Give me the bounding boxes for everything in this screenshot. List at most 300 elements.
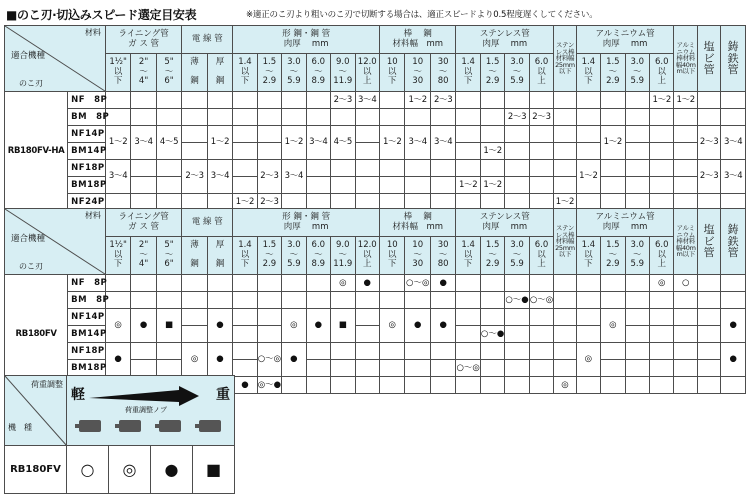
speed-cell: ●: [430, 275, 455, 292]
header-text: 1.4: [461, 56, 475, 67]
speed-table-rb180fv-ha: [4, 25, 746, 211]
speed-cell: [554, 309, 576, 326]
speed-cell: [480, 309, 504, 326]
header-text: 〜: [608, 66, 618, 77]
speed-cell: [576, 143, 600, 160]
speed-cell: [430, 292, 455, 309]
selection-note: ※適正のこ刃より粗いのこ刃で切断する場合は、適正スピードより0.5程度遅くしてください。: [246, 10, 598, 20]
speed-cell: ●: [207, 309, 232, 343]
header-text: 〜: [488, 249, 497, 260]
speed-cell: [233, 109, 257, 126]
speed-cell: ●: [721, 309, 746, 343]
header-text: 1.4: [581, 239, 596, 250]
range-header: [480, 54, 504, 92]
range-header: [480, 237, 504, 275]
speed-cell: [405, 292, 430, 309]
speed-cell: [529, 177, 553, 194]
table-row: [5, 92, 746, 109]
header-text: 4": [138, 259, 149, 270]
speed-cell: [554, 275, 576, 292]
speed-cell: [380, 109, 405, 126]
header-text: 以: [584, 66, 593, 77]
header-text: 10: [386, 56, 398, 67]
speed-cell: [650, 126, 674, 143]
speed-cell: [601, 360, 625, 377]
speed-cell: [331, 360, 355, 377]
range-header: [233, 237, 257, 275]
speed-cell: [355, 109, 380, 126]
header-text: 上: [363, 76, 372, 87]
group-subtitle: ガ ス 管: [128, 221, 160, 232]
speed-cell: [233, 309, 257, 326]
speed-cell: [480, 292, 504, 309]
speed-cell: [456, 126, 480, 143]
speed-cell: 4〜5: [331, 126, 355, 160]
speed-cell: [674, 377, 697, 394]
range-header: [257, 237, 281, 275]
speed-cell: [306, 292, 330, 309]
header-text: 以: [463, 66, 473, 77]
speed-cell: [355, 126, 380, 143]
header-text: 1½": [109, 239, 127, 250]
header-text: 3.0: [630, 56, 645, 67]
speed-cell: [625, 343, 649, 360]
header-text: 〜: [488, 66, 497, 77]
speed-cell: [650, 292, 674, 309]
range-header: [576, 237, 600, 275]
speed-cell: [480, 126, 504, 143]
speed-cell: ◎: [601, 309, 625, 343]
speed-cell: [156, 109, 181, 126]
speed-cell: [697, 275, 720, 292]
header-text: 薄: [190, 239, 199, 250]
header-text: ビ: [703, 234, 715, 248]
blade-name: BM18P: [68, 177, 106, 194]
speed-cell: [306, 275, 330, 292]
speed-cell: [721, 109, 746, 126]
group-stainless-pipe: [456, 26, 554, 54]
header-text: 1.5: [606, 239, 620, 250]
group-subtitle: 肉厚 mm: [602, 38, 648, 49]
header-text: 1½": [109, 56, 127, 67]
range-header: [405, 237, 430, 275]
speed-cell: 2〜3: [505, 109, 529, 126]
speed-cell: [601, 275, 625, 292]
header-text: 〜: [512, 66, 522, 77]
speed-cell: ●: [105, 343, 130, 377]
speed-cell: [257, 275, 281, 292]
header-text: 〜: [338, 249, 348, 260]
blade-name: NF18P: [68, 160, 106, 177]
header-text: 上: [537, 259, 546, 270]
speed-cell: [207, 275, 232, 292]
speed-cell: [156, 360, 181, 377]
header-text: 3.0: [287, 239, 301, 250]
model-name: RB180FV-HA: [5, 92, 68, 211]
header-text: 5": [164, 56, 174, 67]
speed-cell: [650, 309, 674, 326]
speed-cell: [697, 109, 720, 126]
range-header: [207, 237, 232, 275]
table-row: [5, 109, 746, 126]
speed-cell: [505, 326, 529, 343]
speed-cell: ◎: [331, 275, 355, 292]
speed-cell: [282, 377, 306, 394]
speed-cell: ●: [306, 309, 330, 343]
speed-cell: [456, 292, 480, 309]
speed-cell: [505, 177, 529, 194]
range-header: [331, 237, 355, 275]
speed-cell: [105, 275, 130, 292]
speed-cell: [131, 92, 156, 109]
speed-cell: [306, 109, 330, 126]
range-header: [355, 237, 380, 275]
speed-cell: [505, 377, 529, 394]
speed-cell: [529, 143, 553, 160]
speed-cell: [207, 292, 232, 309]
header-text: 4": [138, 76, 149, 87]
speed-cell: [257, 126, 281, 143]
speed-cell: [282, 275, 306, 292]
group-aluminium-pipe: [576, 26, 674, 54]
header-text: 以: [113, 249, 123, 260]
header-text: 〜: [139, 66, 148, 77]
blade-label: のこ刃: [19, 78, 43, 88]
header-text: 30: [412, 259, 424, 270]
header-text: 30: [412, 76, 424, 87]
speed-cell: [233, 292, 257, 309]
group-subtitle: ガ ス 管: [128, 38, 160, 49]
header-text: 2.9: [606, 76, 620, 87]
speed-cell: [306, 177, 330, 194]
group-aluminium-bar: アルミニウム棒材料幅40mm以下: [674, 26, 697, 92]
speed-cell: [430, 360, 455, 377]
speed-cell: [456, 275, 480, 292]
range-header: [380, 54, 405, 92]
speed-cell: [233, 343, 257, 360]
speed-cell: [257, 292, 281, 309]
range-header: [650, 54, 674, 92]
header-text: 〜: [289, 66, 299, 77]
speed-cell: [456, 109, 480, 126]
header-text: 以: [240, 66, 250, 77]
speed-cell: [529, 275, 553, 292]
speed-cell: [105, 92, 130, 109]
header-text: 〜: [265, 249, 274, 260]
speed-cell: [233, 160, 257, 177]
header-text: 1.5: [606, 56, 620, 67]
speed-cell: 1〜2: [282, 126, 306, 160]
speed-cell: [480, 109, 504, 126]
speed-cell: [721, 292, 746, 309]
speed-cell: [282, 109, 306, 126]
speed-cell: [405, 377, 430, 394]
header-text: 80: [437, 76, 449, 87]
speed-cell: [182, 143, 207, 160]
model-name: RB180FV: [5, 275, 68, 394]
speed-cell: [207, 109, 232, 126]
range-header: [576, 54, 600, 92]
speed-cell: [554, 143, 576, 160]
speed-cell: [650, 326, 674, 343]
speed-cell: [257, 326, 281, 343]
speed-cell: [380, 275, 405, 292]
header-text: 1.5: [262, 56, 277, 67]
speed-cell: 2〜3: [257, 194, 281, 211]
speed-cell: [131, 343, 156, 360]
legend-arrow-cell: [67, 376, 235, 446]
header-text: 下: [463, 76, 473, 87]
blade-name: BM 8P: [68, 292, 106, 309]
speed-cell: [182, 109, 207, 126]
speed-cell: [131, 275, 156, 292]
header-text: 1.5: [485, 239, 500, 250]
speed-cell: [131, 292, 156, 309]
speed-cell: ●: [207, 343, 232, 377]
speed-cell: [576, 126, 600, 143]
speed-cell: [697, 343, 720, 360]
header-text: 以: [537, 66, 546, 77]
speed-table-rb180fv: [4, 208, 746, 394]
legend-header-diag: [5, 376, 67, 446]
speed-cell: 3〜4: [721, 126, 746, 160]
page-title: ■のこ刃·切込みスピード選定目安表: [6, 8, 197, 22]
speed-cell: [480, 377, 504, 394]
header-text: 下: [463, 259, 473, 270]
range-header: [131, 54, 156, 92]
group-title: 棒 鋼: [403, 29, 432, 40]
speed-cell: [331, 160, 355, 177]
speed-cell: [554, 326, 576, 343]
header-text: 塩: [703, 223, 715, 237]
header-text: 5.9: [287, 259, 301, 270]
header-text: 9.0: [336, 56, 350, 67]
header-text: 鋼: [190, 259, 199, 270]
table-row: [5, 160, 746, 177]
header-text: 〜: [314, 66, 323, 77]
speed-cell: [380, 360, 405, 377]
speed-cell: [430, 109, 455, 126]
speed-cell: [233, 326, 257, 343]
group-title: 棒 鋼: [403, 212, 432, 223]
group-aluminium-pipe: [576, 209, 674, 237]
speed-cell: [650, 177, 674, 194]
speed-cell: [355, 326, 380, 343]
header-text: 鋼: [215, 259, 225, 270]
speed-cell: [721, 377, 746, 394]
legend-load-adjust-label: 荷重調整: [31, 380, 63, 389]
speed-cell: [601, 92, 625, 109]
header-text: 〜: [512, 249, 522, 260]
legend-model: RB180FV: [5, 446, 67, 494]
speed-cell: [355, 360, 380, 377]
speed-cell: [601, 377, 625, 394]
speed-cell: [650, 343, 674, 360]
speed-cell: ○〜◎: [456, 360, 480, 377]
speed-cell: [721, 92, 746, 109]
header-text: 11.9: [333, 259, 353, 270]
speed-cell: [331, 292, 355, 309]
speed-cell: [721, 275, 746, 292]
header-text: 2.9: [262, 259, 277, 270]
speed-cell: [650, 360, 674, 377]
group-title: 形 鋼・鋼 管: [282, 212, 331, 223]
speed-cell: [182, 126, 207, 143]
speed-cell: [625, 126, 649, 143]
speed-cell: [131, 160, 156, 177]
table-row: [5, 126, 746, 143]
speed-cell: [306, 92, 330, 109]
speed-cell: [131, 177, 156, 194]
header-text: 1.5: [485, 56, 500, 67]
speed-cell: [156, 177, 181, 194]
speed-cell: [674, 126, 697, 143]
range-header: [105, 237, 130, 275]
speed-cell: ◎: [554, 377, 576, 394]
header-text: 3.0: [287, 56, 301, 67]
speed-cell: 2〜3: [331, 92, 355, 109]
group-aluminium-bar: アルミニウム棒材料幅40mm以下: [674, 209, 697, 275]
speed-cell: [576, 326, 600, 343]
speed-cell: [674, 177, 697, 194]
speed-cell: [156, 292, 181, 309]
speed-cell: ■: [331, 309, 355, 343]
speed-cell: [233, 143, 257, 160]
range-header: [306, 237, 330, 275]
speed-cell: ■: [156, 309, 181, 343]
blade-name: BM14P: [68, 326, 106, 343]
speed-cell: 2〜3: [182, 160, 207, 194]
legend-symbol: ◎: [109, 446, 151, 494]
speed-cell: ◎: [282, 309, 306, 343]
speed-cell: [233, 92, 257, 109]
speed-cell: [456, 309, 480, 326]
speed-cell: ○〜●: [505, 292, 529, 309]
range-header: [105, 54, 130, 92]
header-text: 以: [657, 66, 666, 77]
speed-cell: ○〜◎: [529, 292, 553, 309]
speed-cell: 1〜2: [380, 126, 405, 160]
legend-light-label: 軽: [71, 387, 85, 403]
header-text: ビ: [703, 51, 715, 65]
speed-cell: ●: [430, 309, 455, 343]
header-text: 〜: [438, 66, 448, 77]
group-stainless-pipe: [456, 209, 554, 237]
speed-cell: 3〜4: [282, 160, 306, 194]
header-text: 以: [113, 66, 123, 77]
load-adjust-legend: [4, 375, 235, 494]
range-header: [625, 237, 649, 275]
header-text: 5.9: [630, 259, 645, 270]
speed-cell: [380, 343, 405, 360]
speed-cell: 3〜4: [405, 126, 430, 160]
speed-cell: [282, 92, 306, 109]
group-title: ステンレス管: [479, 212, 530, 223]
header-text: 以: [363, 249, 372, 260]
group-pvc-pipe: [697, 26, 720, 92]
speed-cell: [456, 343, 480, 360]
header-text: 下: [240, 259, 250, 270]
speed-cell: [480, 360, 504, 377]
range-header: [625, 54, 649, 92]
header-text: 下: [584, 76, 593, 87]
speed-cell: [529, 160, 553, 177]
legend-heavy-label: 重: [216, 387, 230, 403]
speed-cell: [625, 309, 649, 326]
range-header: [182, 237, 207, 275]
legend-knob-label: 荷重調整ノブ: [125, 406, 167, 414]
speed-cell: [380, 160, 405, 177]
speed-cell: [529, 326, 553, 343]
speed-cell: ○: [674, 275, 697, 292]
range-header: [529, 237, 553, 275]
speed-cell: [625, 377, 649, 394]
group-cast-iron-pipe: [721, 209, 746, 275]
range-header: [331, 54, 355, 92]
speed-cell: [576, 292, 600, 309]
header-text: 下: [240, 76, 250, 87]
speed-cell: 1〜2: [233, 194, 257, 211]
knob-icon: [155, 420, 181, 432]
speed-cell: [233, 177, 257, 194]
group-title: ステンレス管: [479, 29, 530, 40]
legend-symbol: ■: [193, 446, 235, 494]
material-label: 材料: [84, 28, 101, 37]
speed-cell: [505, 343, 529, 360]
speed-cell: [331, 177, 355, 194]
header-diag-cell: [5, 26, 106, 92]
speed-cell: [430, 160, 455, 177]
header-text: 30: [437, 239, 449, 250]
speed-cell: [156, 92, 181, 109]
table-row: [5, 275, 746, 292]
speed-cell: [355, 309, 380, 326]
header-text: 〜: [338, 66, 348, 77]
speed-cell: [505, 143, 529, 160]
header-text: 8.9: [311, 76, 326, 87]
blade-name: NF14P: [68, 309, 106, 326]
speed-cell: [625, 92, 649, 109]
speed-cell: 1〜2: [554, 194, 576, 211]
header-text: 厚: [215, 239, 225, 250]
speed-cell: [650, 377, 674, 394]
speed-cell: [207, 92, 232, 109]
speed-cell: 1〜2: [576, 160, 600, 194]
speed-cell: 3〜4: [207, 160, 232, 194]
knob-icon: [75, 420, 101, 432]
speed-cell: [355, 143, 380, 160]
header-text: 〜: [164, 249, 174, 260]
header-text: 1.5: [262, 239, 277, 250]
speed-cell: ●: [233, 377, 257, 394]
speed-cell: 2〜3: [529, 109, 553, 126]
blade-name: NF 8P: [68, 275, 106, 292]
header-text: 〜: [265, 66, 274, 77]
group-pvc-pipe: [697, 209, 720, 275]
speed-cell: ●: [355, 275, 380, 292]
speed-cell: [182, 92, 207, 109]
group-stainless-bar: ステンレス棒材料幅25mm以下: [554, 26, 576, 92]
group-steel-bar: [380, 26, 456, 54]
range-header: [650, 237, 674, 275]
speed-cell: [456, 326, 480, 343]
speed-cell: [380, 177, 405, 194]
speed-cell: 2〜3: [257, 160, 281, 194]
speed-cell: [456, 160, 480, 177]
blade-name: BM 8P: [68, 109, 106, 126]
speed-cell: [674, 292, 697, 309]
speed-cell: 2〜3: [697, 126, 720, 160]
